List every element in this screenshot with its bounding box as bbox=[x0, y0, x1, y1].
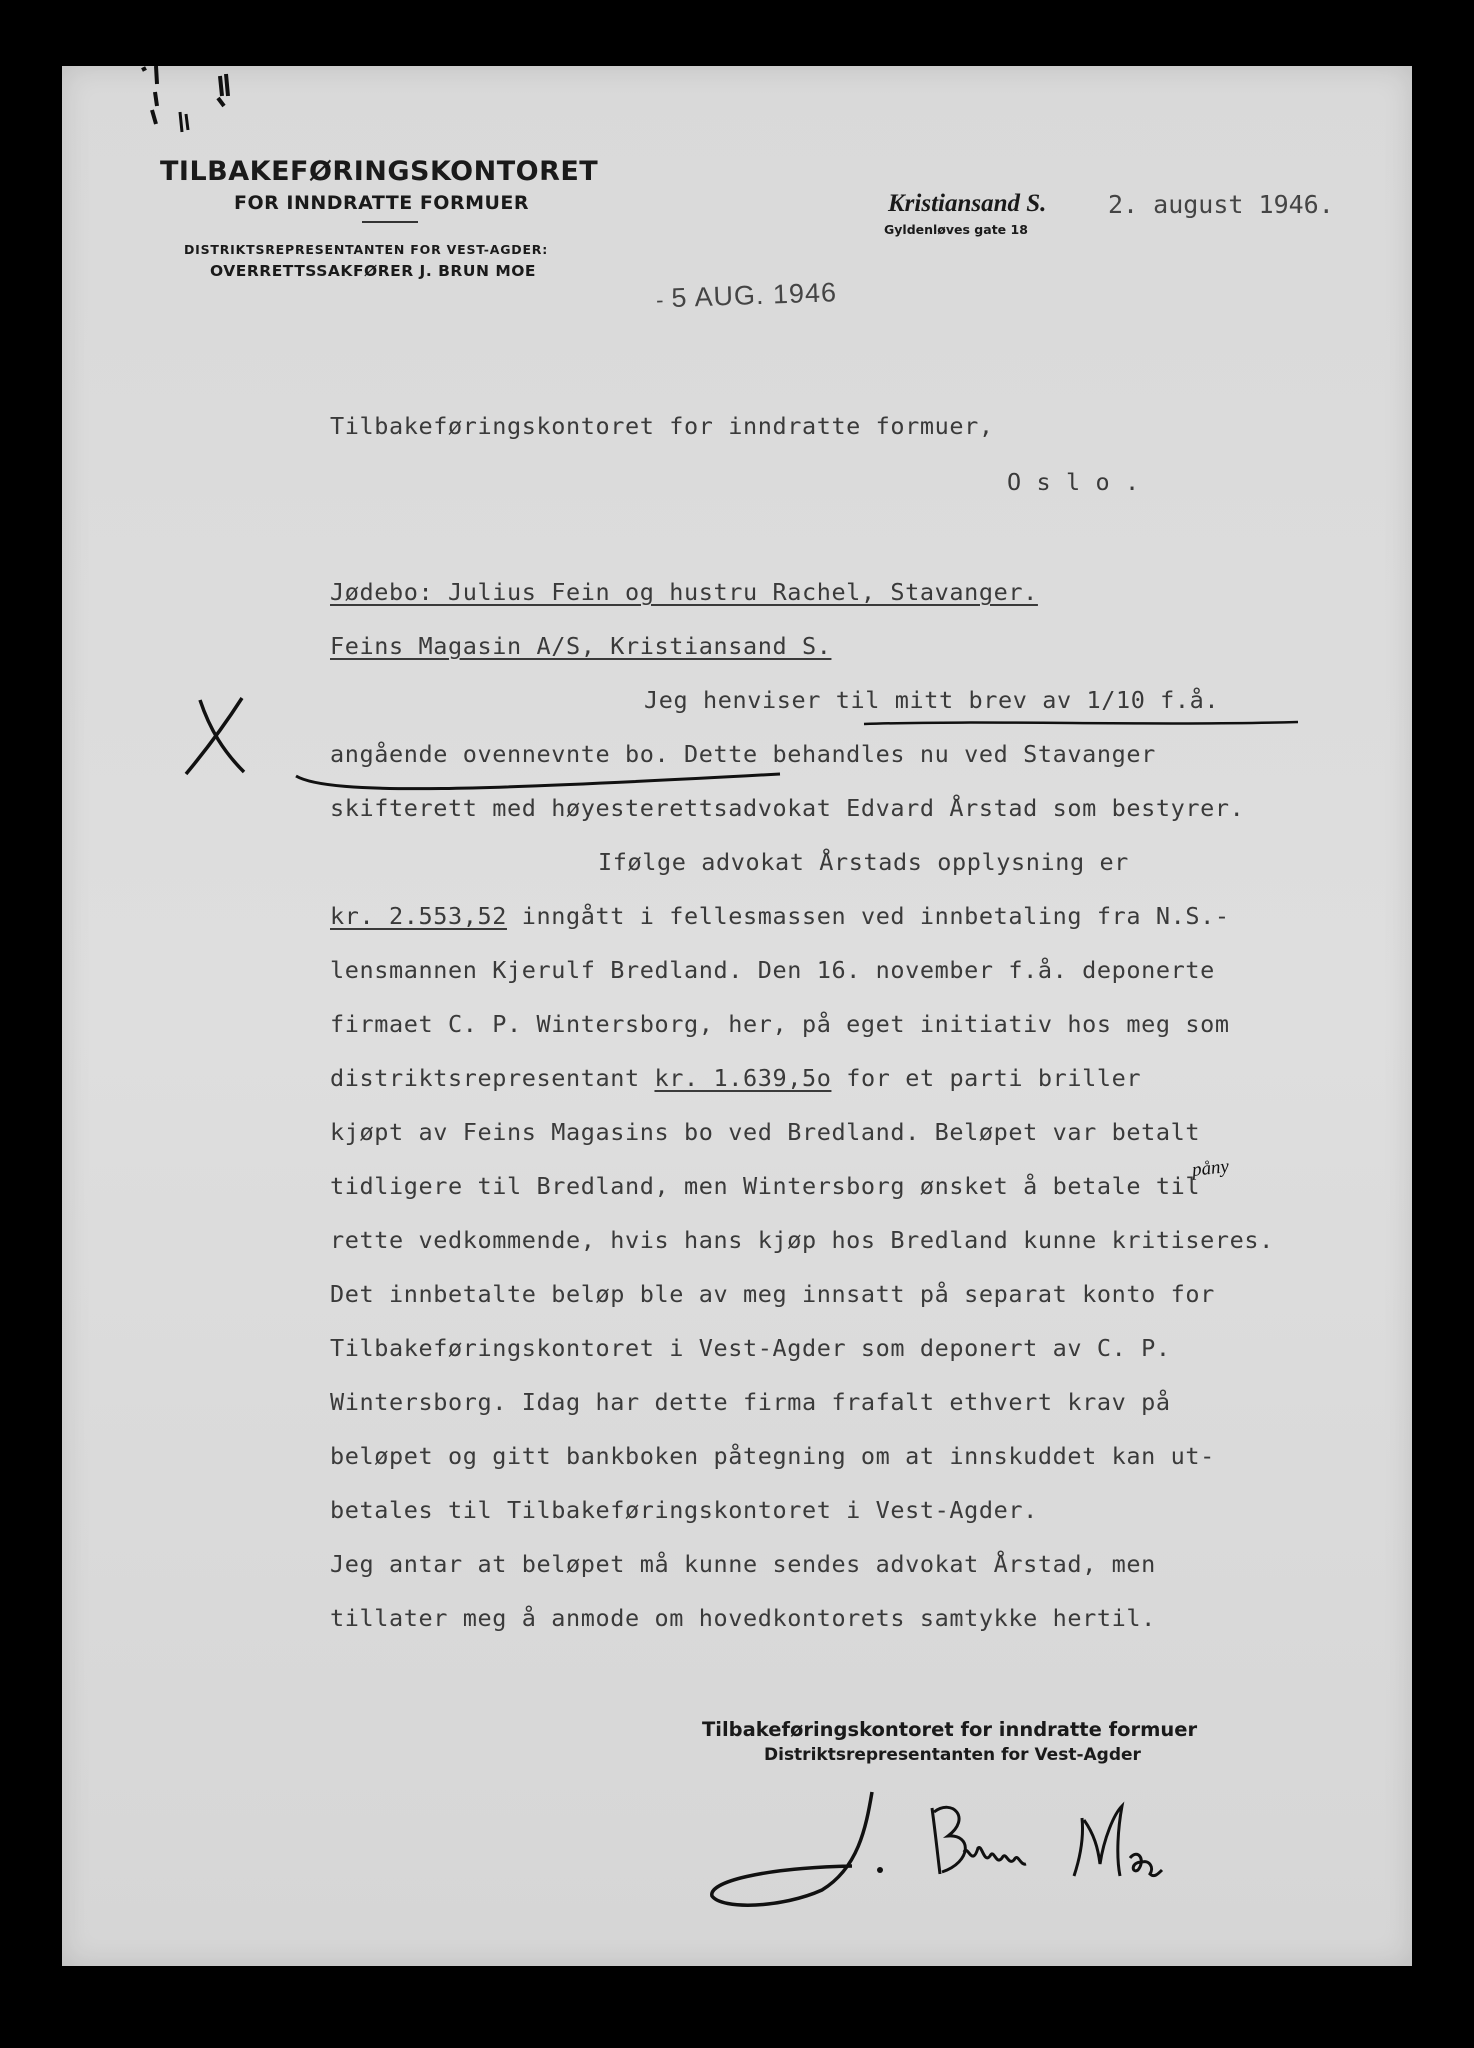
letterhead-district: DISTRIKTSREPRESENTANTEN FOR VEST-AGDER: bbox=[184, 242, 549, 257]
received-stamp: - 5 AUG. 1946 bbox=[655, 277, 838, 314]
handwritten-insert: påny bbox=[1190, 1156, 1230, 1181]
signature-organization: Tilbakeføringskontoret for inndratte formuer bbox=[702, 1718, 1198, 1741]
subject-line-2: Feins Magasin A/S, Kristiansand S. bbox=[330, 632, 832, 660]
amount-2: kr. 1.639,5o bbox=[654, 1064, 832, 1092]
recipient-line-1: Tilbakeføringskontoret for inndratte formuer, bbox=[330, 412, 994, 440]
letter-page bbox=[62, 66, 1412, 1966]
handwritten-signature bbox=[702, 1778, 1262, 1918]
body-p2-line-11: Wintersborg. Idag har dette firma frafalt ethvert krav på bbox=[330, 1388, 1171, 1416]
body-p1-line-2: angående ovennevnte bo. Dette behandles nu ved Stavanger bbox=[330, 740, 1156, 768]
letterhead-title: TILBAKEFØRINGSKONTORET bbox=[160, 156, 599, 187]
body-p2-line-3: lensmannen Kjerulf Bredland. Den 16. november f.å. deponerte bbox=[330, 956, 1215, 984]
letterhead-rule bbox=[362, 221, 418, 223]
signature-district: Distriktsrepresentanten for Vest-Agder bbox=[764, 1745, 1141, 1765]
letterhead-lawyer: OVERRETTSSAKFØRER J. BRUN MOE bbox=[210, 262, 537, 280]
city: Kristiansand S. bbox=[888, 190, 1047, 217]
body-p2-line-10: Tilbakeføringskontoret i Vest-Agder som deponert av C. P. bbox=[330, 1334, 1171, 1362]
body-p2-line-12: beløpet og gitt bankboken påtegning om at innskuddet kan ut- bbox=[330, 1442, 1215, 1470]
body-p2-line-1: Ifølge advokat Årstads opplysning er bbox=[598, 848, 1129, 876]
underline-mitt-brev bbox=[862, 716, 1302, 730]
letterhead-subtitle: FOR INNDRATTE FORMUER bbox=[234, 192, 530, 214]
body-p2-line-8: rette vedkommende, hvis hans kjøp hos Bredland kunne kritiseres. bbox=[330, 1226, 1274, 1254]
body-p2-line-4: firmaet C. P. Wintersborg, her, på eget initiativ hos meg som bbox=[330, 1010, 1230, 1038]
received-stamp-date: 5 AUG. 1946 bbox=[670, 277, 838, 314]
subject-line-1: Jødebo: Julius Fein og hustru Rachel, Stavanger. bbox=[330, 578, 1038, 606]
body-p1-line-1: Jeg henviser til mitt brev av 1/10 f.å. bbox=[644, 686, 1220, 714]
letter-date: 2. august 1946. bbox=[1108, 190, 1334, 219]
body-p2-line-5: distriktsrepresentant kr. 1.639,5o for et parti briller bbox=[330, 1064, 1142, 1092]
body-p2-line-7: tidligere til Bredland, men Wintersborg ønsket å betale til bbox=[330, 1172, 1201, 1200]
street-address: Gyldenløves gate 18 bbox=[884, 222, 1028, 237]
body-p2-line-13: betales til Tilbakeføringskontoret i Vest-Agder. bbox=[330, 1496, 1038, 1524]
amount-1: kr. 2.553,52 bbox=[330, 902, 507, 930]
body-p2-line-2: kr. 2.553,52 inngått i fellesmassen ved innbetaling fra N.S.- bbox=[330, 902, 1230, 930]
body-p2-line-9: Det innbetalte beløp ble av meg innsatt på separat konto for bbox=[330, 1280, 1215, 1308]
body-p3-line-2: tillater meg å anmode om hovedkontorets samtykke hertil. bbox=[330, 1604, 1156, 1632]
margin-x-mark bbox=[180, 690, 260, 780]
body-p3-line-1: Jeg antar at beløpet må kunne sendes advokat Årstad, men bbox=[330, 1550, 1156, 1578]
body-p1-line-3: skifterett med høyesterettsadvokat Edvard Årstad som bestyrer. bbox=[330, 794, 1245, 822]
body-p2-line-6: kjøpt av Feins Magasins bo ved Bredland. Beløpet var betalt bbox=[330, 1118, 1201, 1146]
recipient-city: O s l o . bbox=[1007, 468, 1140, 496]
